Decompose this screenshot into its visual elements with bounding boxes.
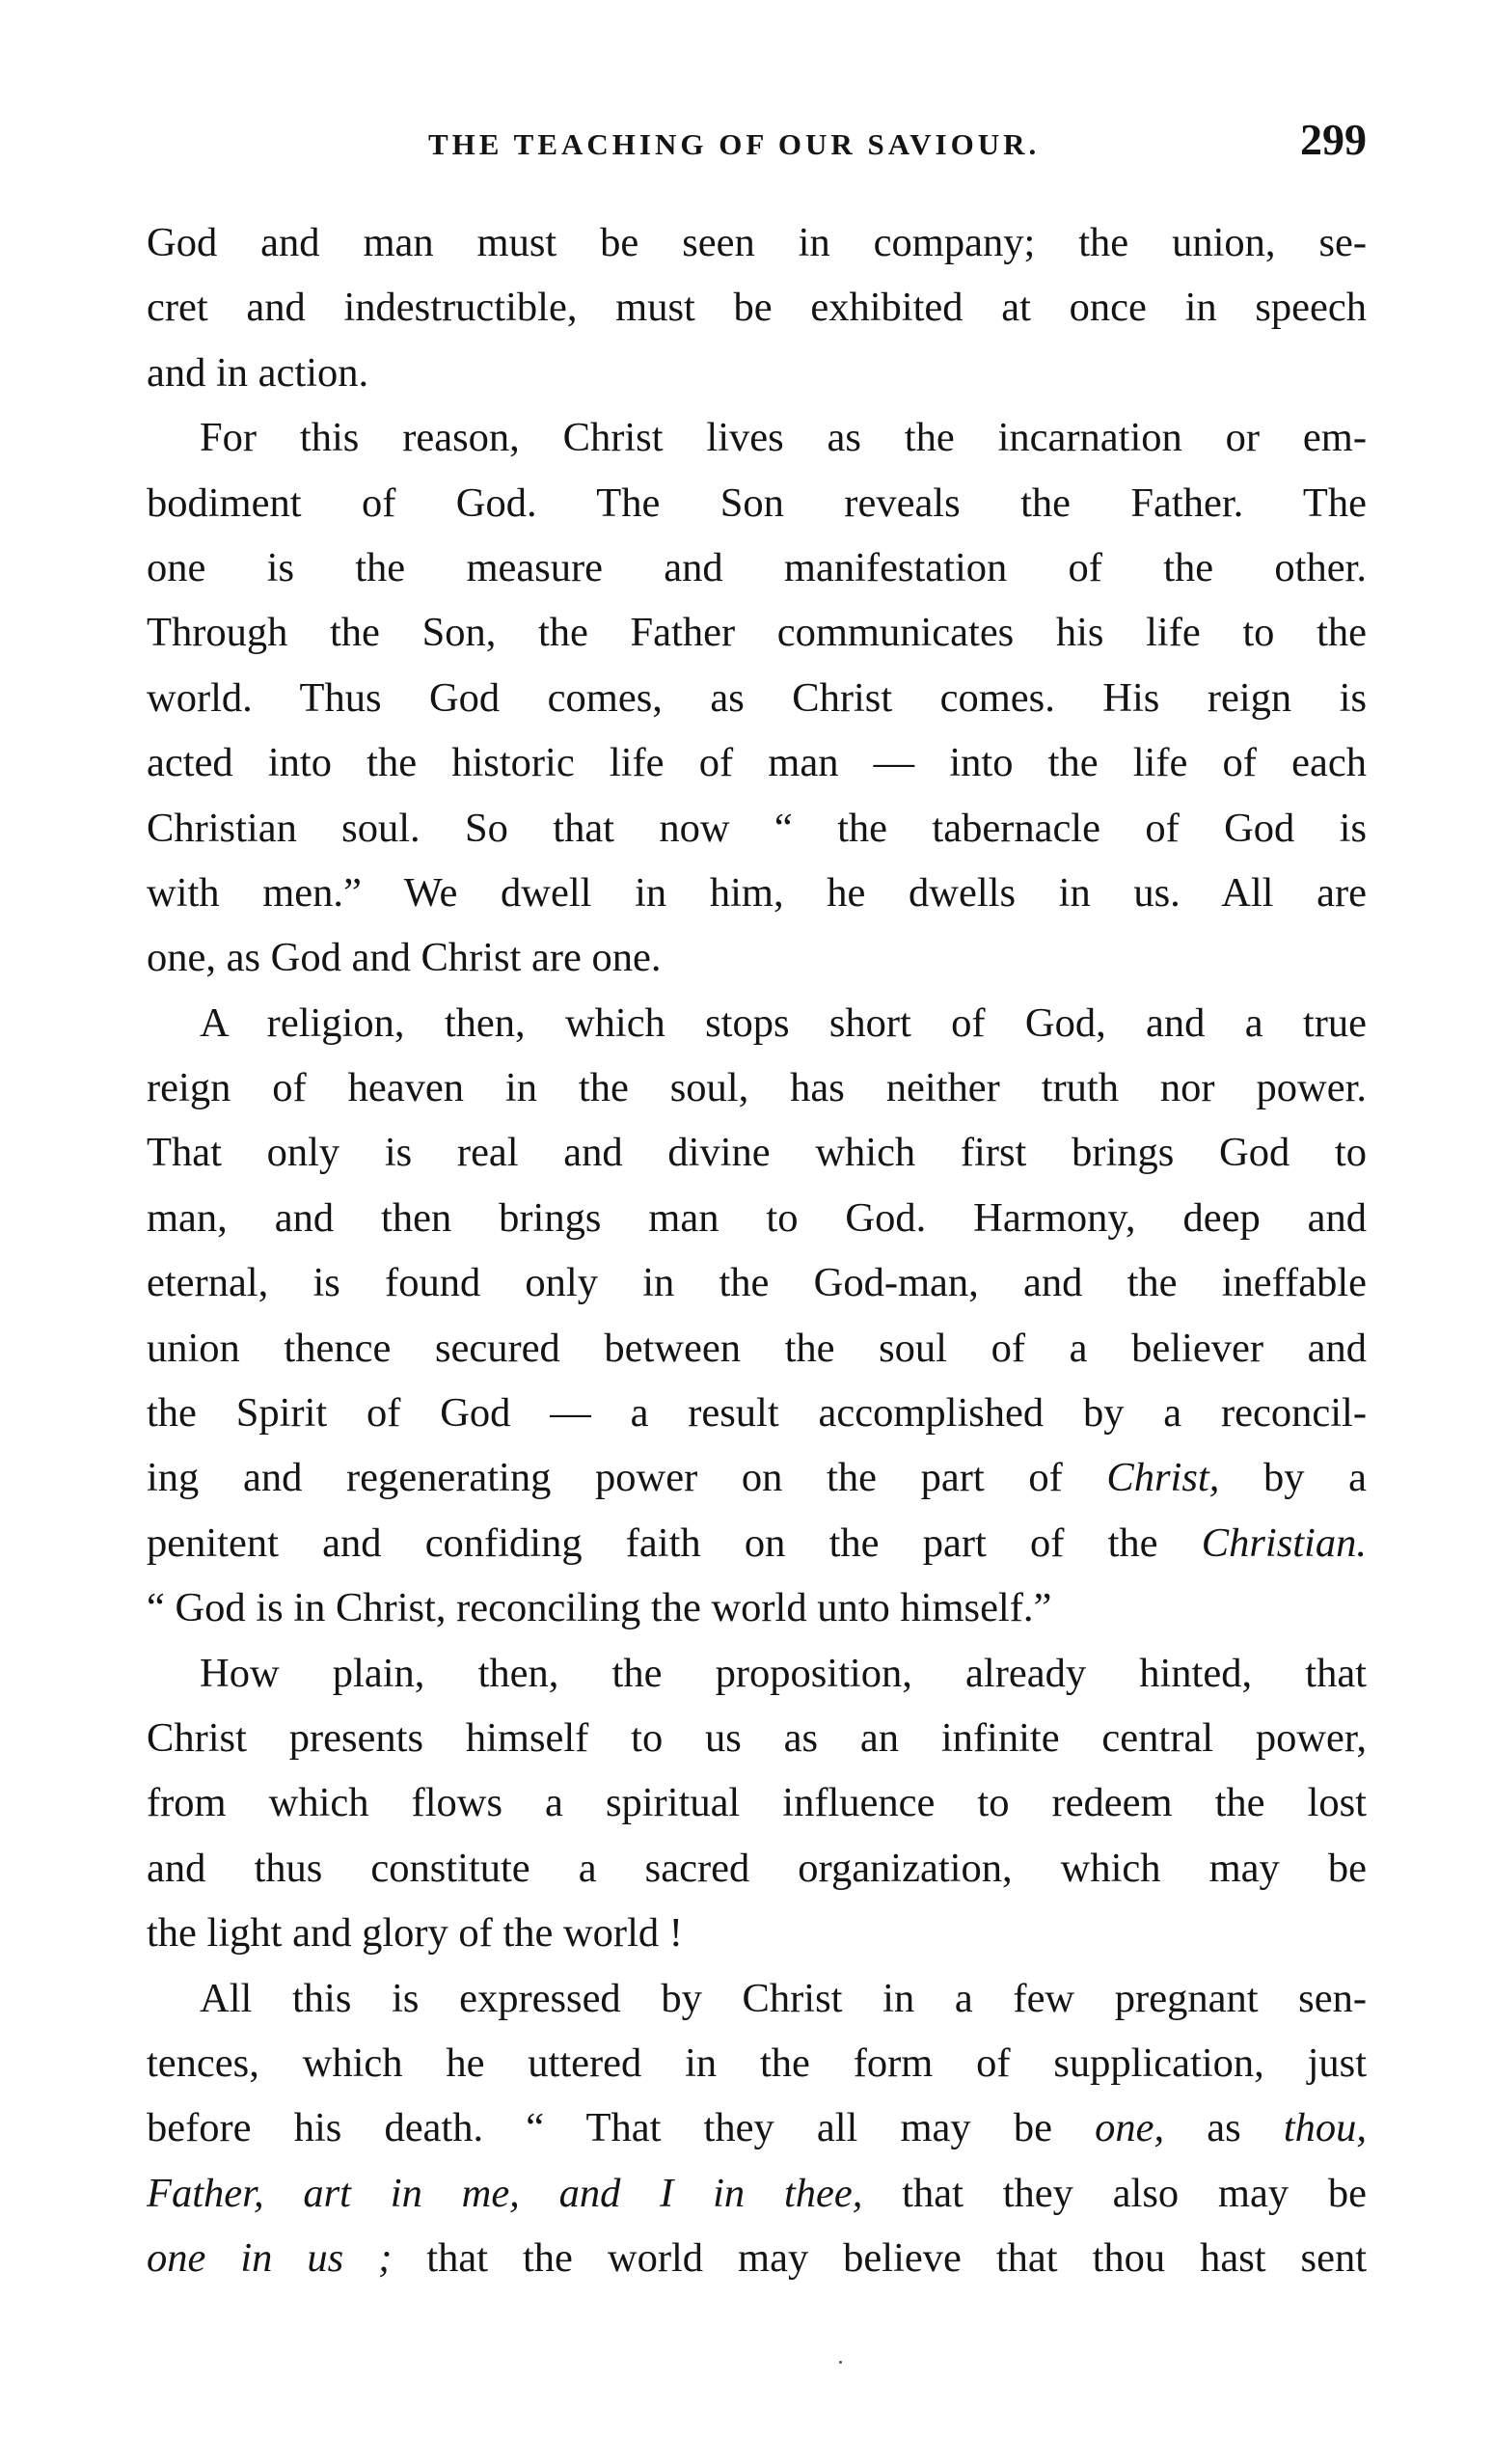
text-line: cret and indestructible, must be exhibited at once in speech (147, 285, 1367, 331)
text-line: and thus constitute a sacred organization, which may be (147, 1845, 1367, 1891)
text-run: by a (1219, 1455, 1367, 1501)
text-line: A religion, then, which stops short of God, and a true (200, 999, 1367, 1046)
text-line (147, 2095, 1367, 2160)
page-number: 299 (1300, 115, 1367, 164)
text-line: from which flows a spiritual influence to redeem the lost (147, 1780, 1367, 1826)
text-line: bodiment of God. The Son reveals the Father. The (147, 479, 1367, 526)
text-run: that they also may be (862, 2170, 1367, 2216)
text-line: the Spirit of God — a result accomplished by a reconcil- (147, 1390, 1367, 1437)
text-line: God and man must be seen in company; the union, se- (147, 220, 1367, 265)
text-line: That only is real and divine which first brings God to (147, 1130, 1367, 1176)
running-title: THE TEACHING OF OUR SAVIOUR. (428, 127, 1041, 161)
text-line: eternal, is found only in the God-man, and the ineffable (147, 1260, 1367, 1306)
text-line: and in action. (147, 349, 369, 396)
italic-word-thou: thou, (1283, 2105, 1367, 2151)
text-line: one is the measure and manifestation of the other. (147, 544, 1367, 590)
print-speck (839, 2361, 842, 2364)
italic-name-christ: Christ, (1106, 1455, 1220, 1501)
paragraph-4 (147, 1641, 1367, 1966)
italic-word-christian: Christian. (1201, 1519, 1367, 1566)
text-line: with men.” We dwell in him, he dwells in us. All are (147, 869, 1367, 916)
text-line: Through the Son, the Father communicates his life to the (147, 610, 1367, 656)
body-text (147, 210, 1367, 2291)
text-line: tences, which he uttered in the form of supplication, just (147, 2040, 1367, 2086)
text-line (147, 2161, 1367, 2226)
text-run: penitent and confiding faith on the part of the (147, 1519, 1202, 1566)
text-line (147, 1511, 1367, 1575)
text-line: Christian soul. So that now “ the tabernacle of God is (147, 805, 1367, 851)
paragraph-3 (147, 991, 1367, 1641)
text-run: as (1164, 2105, 1284, 2151)
text-line: world. Thus God comes, as Christ comes. His reign is (147, 674, 1367, 721)
text-line: Christ presents himself to us as an infinite central power, (147, 1714, 1367, 1761)
text-line: acted into the historic life of man — into the life of each (147, 740, 1367, 786)
running-head (147, 114, 1367, 172)
text-line (147, 2226, 1367, 2290)
italic-quote-phrase: Father, art in me, and I in thee, (147, 2170, 863, 2216)
text-line: the light and glory of the world ! (147, 1910, 683, 1957)
text-run: ing and regenerating power on the part of (147, 1455, 1107, 1501)
text-run: before his death. “ That they all may be (147, 2105, 1096, 2151)
paragraph-2 (147, 405, 1367, 991)
text-line: How plain, then, the proposition, already hinted, that (200, 1650, 1367, 1696)
text-line: one, as God and Christ are one. (147, 935, 662, 981)
italic-phrase-one-in-us: one in us ; (147, 2235, 393, 2282)
text-line: “ God is in Christ, reconciling the world unto himself.” (147, 1585, 1052, 1631)
italic-word-one: one, (1095, 2105, 1165, 2151)
text-line: man, and then brings man to God. Harmony, deep and (147, 1194, 1367, 1241)
text-run: that the world may believe that thou hast sent (392, 2235, 1367, 2282)
paragraph-1 (147, 210, 1367, 405)
text-line: All this is expressed by Christ in a few pregnant sen- (200, 1975, 1367, 2021)
text-line (147, 1445, 1367, 1510)
text-line: reign of heaven in the soul, has neither truth nor power. (147, 1065, 1367, 1111)
text-line: For this reason, Christ lives as the incarnation or em- (200, 415, 1367, 461)
paragraph-5 (147, 1966, 1367, 2291)
text-line: union thence secured between the soul of a believer and (147, 1325, 1367, 1371)
